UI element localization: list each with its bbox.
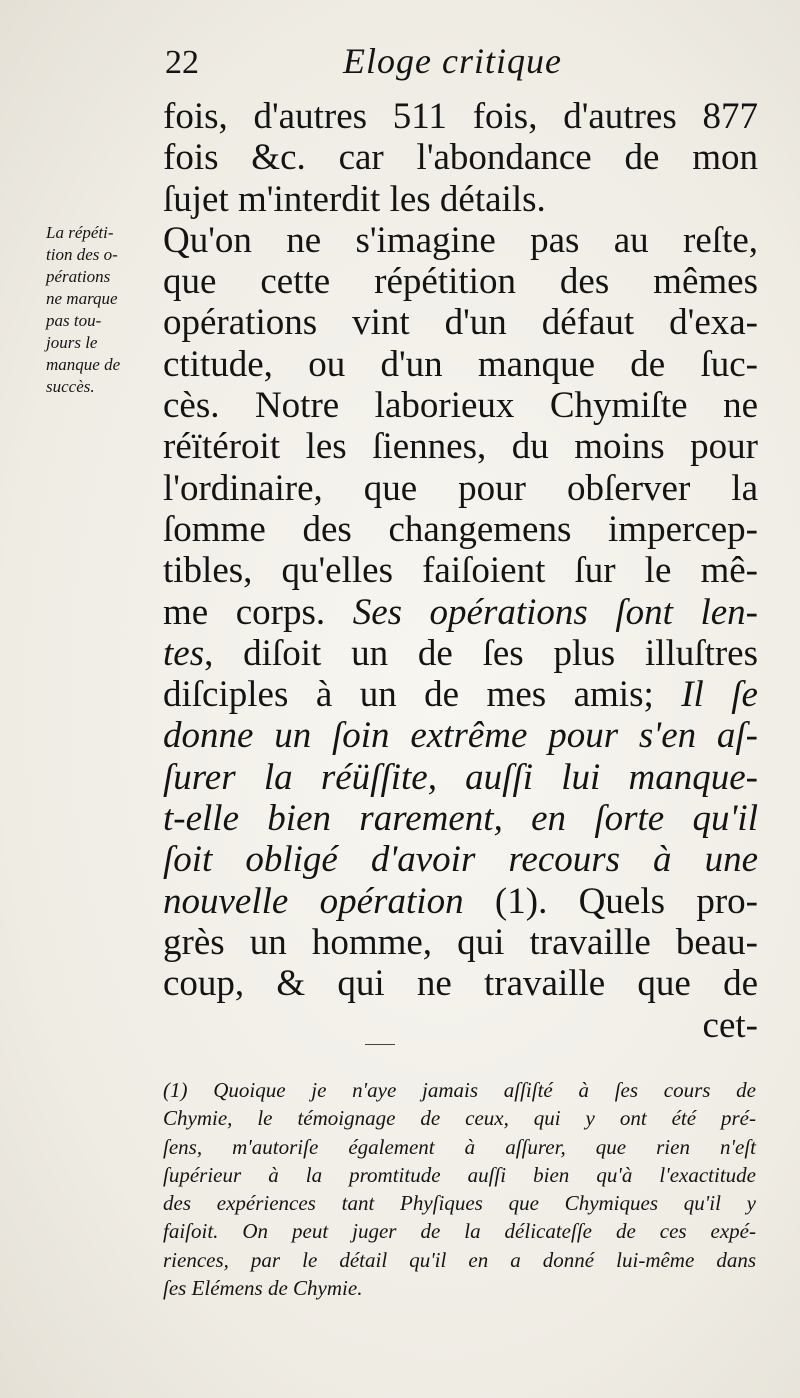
text-line: [163, 468, 758, 509]
text-line: [163, 715, 758, 756]
text-line: [163, 137, 758, 178]
margin-note-line: ne marque: [46, 289, 118, 308]
text-line: [163, 179, 758, 220]
text-italic: nouvelle opération: [163, 880, 464, 922]
text-roman: cès. Notre laborieux Chymiſte ne: [163, 385, 758, 427]
main-text: [163, 96, 758, 1046]
text-line: [163, 633, 758, 674]
text-roman: tibles, qu'elles faiſoient ſur le mê-: [163, 550, 758, 592]
text-roman: cet-: [702, 1004, 758, 1046]
page-number: 22: [165, 44, 199, 81]
text-line: [163, 220, 758, 261]
text-line: [163, 839, 758, 880]
text-line: [163, 344, 758, 385]
text-line: [163, 385, 758, 426]
text-italic: Ses opérations ſont len-: [352, 591, 758, 633]
text-roman: (1). Quels pro-: [463, 880, 759, 922]
text-italic: Il ſe: [681, 674, 758, 716]
text-roman: ſujet m'interdit les détails.: [163, 178, 546, 220]
text-roman: opérations vint d'un défaut d'exa-: [163, 302, 758, 344]
text-roman: , diſoit un de ſes plus illuſtres: [204, 632, 758, 674]
text-roman: diſciples à un de mes amis;: [163, 674, 682, 716]
text-roman: Qu'on ne s'imagine pas au reſte,: [163, 219, 758, 261]
text-line: [163, 881, 758, 922]
margin-note-line: succès.: [46, 377, 95, 396]
text-roman: que cette répétition des mêmes: [163, 261, 758, 303]
footnote-divider: [365, 1044, 395, 1045]
margin-note: [46, 222, 164, 398]
text-roman: ctitude, ou d'un manque de ſuc-: [163, 343, 758, 385]
text-roman: me corps.: [163, 591, 353, 633]
footnote: [163, 1076, 756, 1302]
text-roman: grès un homme, qui travaille beau-: [163, 921, 758, 963]
text-line: [163, 1005, 758, 1046]
page-header: [165, 40, 765, 92]
text-line: [163, 922, 758, 963]
text-line: [163, 426, 758, 467]
text-italic: tes: [163, 632, 205, 674]
text-roman: ſomme des changemens impercep-: [163, 508, 758, 550]
text-line: [163, 757, 758, 798]
footnote-line: Chymie, le témoignage de ceux, qui y ont été pré-: [163, 1106, 756, 1131]
footnote-line: faiſoit. On peut juger de la délicateſſe de ces expé-: [163, 1219, 756, 1244]
margin-note-line: pérations: [46, 267, 111, 286]
footnote-line: riences, par le détail qu'il en a donné lui-même dans: [163, 1247, 756, 1272]
text-roman: fois, d'autres 511 fois, d'autres 877: [163, 96, 758, 137]
running-title: Eloge critique: [343, 41, 562, 81]
text-italic: ſoit obligé d'avoir recours à une: [163, 839, 758, 881]
text-line: [163, 302, 758, 343]
text-italic: ſurer la réüſſite, auſſi lui manque-: [163, 756, 758, 798]
margin-note-line: jours le: [46, 333, 98, 352]
footnote-line: ſens, m'autoriſe également à aſſurer, que rien n'eſt: [163, 1134, 756, 1159]
footnote-line: ſes Elémens de Chymie.: [163, 1276, 363, 1301]
text-line: [163, 509, 758, 550]
text-line: [163, 592, 758, 633]
text-roman: fois &c. car l'abondance de mon: [163, 137, 758, 179]
footnote-line: ſupérieur à la promtitude auſſi bien qu'à l'exactitude: [163, 1162, 756, 1187]
text-italic: t-elle bien rarement, en ſorte qu'il: [163, 798, 758, 840]
margin-note-line: pas tou-: [46, 311, 102, 330]
margin-note-line: La répéti-: [46, 223, 114, 242]
text-line: [163, 674, 758, 715]
text-line: [163, 96, 758, 137]
text-line: [163, 798, 758, 839]
text-line: [163, 261, 758, 302]
footnote-line: (1) Quoique je n'aye jamais aſſiſté à ſes cours de: [163, 1078, 756, 1102]
text-italic: donne un ſoin extrême pour s'en aſ-: [163, 715, 758, 757]
margin-note-line: manque de: [46, 355, 121, 374]
footnote-line: des expériences tant Phyſiques que Chymiques qu'il y: [163, 1191, 756, 1216]
text-line: [163, 963, 758, 1004]
text-roman: coup, & qui ne travaille que de: [163, 963, 758, 1005]
text-line: [163, 550, 758, 591]
margin-note-line: tion des o-: [46, 245, 118, 264]
text-roman: l'ordinaire, que pour obſerver la: [163, 467, 758, 509]
text-roman: réïtéroit les ſiennes, du moins pour: [163, 426, 758, 468]
